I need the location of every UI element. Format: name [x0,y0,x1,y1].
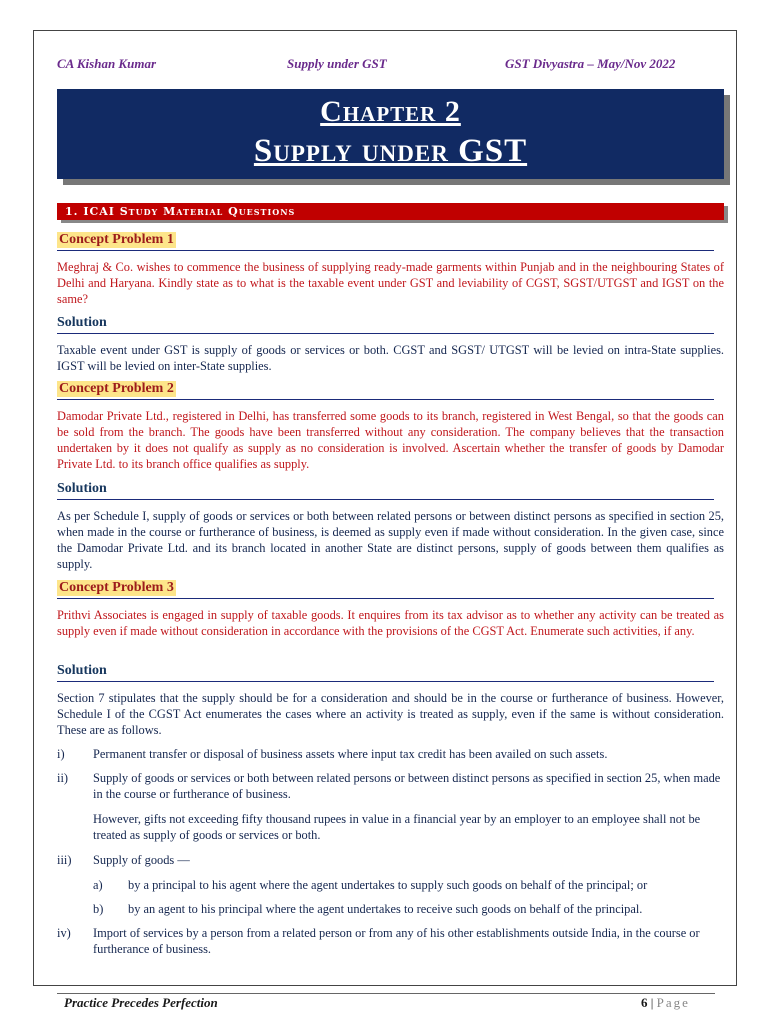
list-item-ii: Supply of goods or services or both between related persons or between distinct persons as specified in section 25, when made in the course or furtherance of business. [93,771,721,801]
list-item-ii-note: However, gifts not exceeding fifty thousand rupees in value in a financial year by an employer to an employee shall not be treated as supply of goods or services or both. [93,812,701,842]
divider [57,333,714,334]
problem-2-answer: As per Schedule I, supply of goods or services or both between related persons or between distinct persons as specified in section 25, when made in the course or furtherance of business, is deemed as supply even if made without consideration. In the given case, since the Damodar Private Ltd. and its branch located in another State are distinct persons, supply of goods between them qualifies as supply. [57,509,724,571]
footer-motto: Practice Precedes Perfection [64,995,218,1010]
list-number-iii-a: a) [93,878,103,892]
header-topic: Supply under GST [287,56,387,71]
problem-3-label: Concept Problem 3 [59,580,174,595]
page-number: 6 [641,995,648,1010]
problem-1-label: Concept Problem 1 [59,232,174,247]
page-word: Page [656,995,690,1010]
list-item-i: Permanent transfer or disposal of business assets where input tax credit has been availed on such assets. [93,747,608,761]
problem-3-question: Prithvi Associates is engaged in supply of taxable goods. It enquires from its tax advisor as to whether any activity can be treated as supply even if made without consideration in accordance with the provisions of the CGST Act. Enumerate such activities, if any. [57,608,724,638]
section-heading: 1. ICAI Study Material Questions [57,203,724,220]
problem-1-question: Meghraj & Co. wishes to commence the business of supplying ready-made garments within Punjab and in the neighbouring States of Delhi and Haryana. Kindly state as to what is the taxable event under GST and leviability of CGST, SGST/UTGST and IGST on the same? [57,260,724,306]
list-item-iv: Import of services by a person from a related person or from any of his other establishments outside India, in the course or furtherance of business. [93,926,700,956]
footer-divider [57,993,715,994]
divider [57,250,714,251]
list-number-i: i) [57,747,65,761]
chapter-number: Chapter 2 [320,95,461,128]
chapter-banner [57,89,724,179]
problem-3-solution-label: Solution [57,663,107,678]
page-separator: | [650,995,654,1010]
chapter-title: Supply under GST [253,133,528,169]
list-number-iii: iii) [57,853,72,867]
list-item-iii-b: by an agent to his principal where the agent undertakes to receive such goods on behalf of the principal. [128,902,643,916]
list-number-iv: iv) [57,926,71,940]
page-number-block [641,995,690,1011]
header-author: CA Kishan Kumar [57,56,156,71]
header-book: GST Divyastra – May/Nov 2022 [505,56,676,71]
problem-1-answer: Taxable event under GST is supply of goods or services or both. CGST and SGST/ UTGST will be levied on intra-State supplies. IGST will be levied on inter-State supplies. [57,343,724,373]
list-item-iii: Supply of goods — [93,853,190,867]
divider [57,681,714,682]
problem-3-answer: Section 7 stipulates that the supply should be for a consideration and should be in the course or furtherance of business. However, Schedule I of the CGST Act enumerates the cases where an activity is treated as supply, even if the same is without consideration. These are as follows. [57,691,724,737]
problem-2-question: Damodar Private Ltd., registered in Delhi, has transferred some goods to its branch, registered in West Bengal, so that the goods can be sold from the branch. The goods have been transferred without any consideration. The company believes that the transaction undertaken by it does not qualify as supply as no consideration is involved. Ascertain whether the transfer of goods by Damodar Private Ltd. to its branch office qualifies as supply. [57,409,724,471]
problem-2-label: Concept Problem 2 [59,381,174,396]
divider [57,399,714,400]
list-item-iii-a: by a principal to his agent where the agent undertakes to supply such goods on behalf of the principal; or [128,878,648,892]
problem-1-solution-label: Solution [57,315,107,330]
list-number-iii-b: b) [93,902,104,916]
problem-2-solution-label: Solution [57,481,107,496]
divider [57,499,714,500]
divider [57,598,714,599]
list-number-ii: ii) [57,771,69,785]
